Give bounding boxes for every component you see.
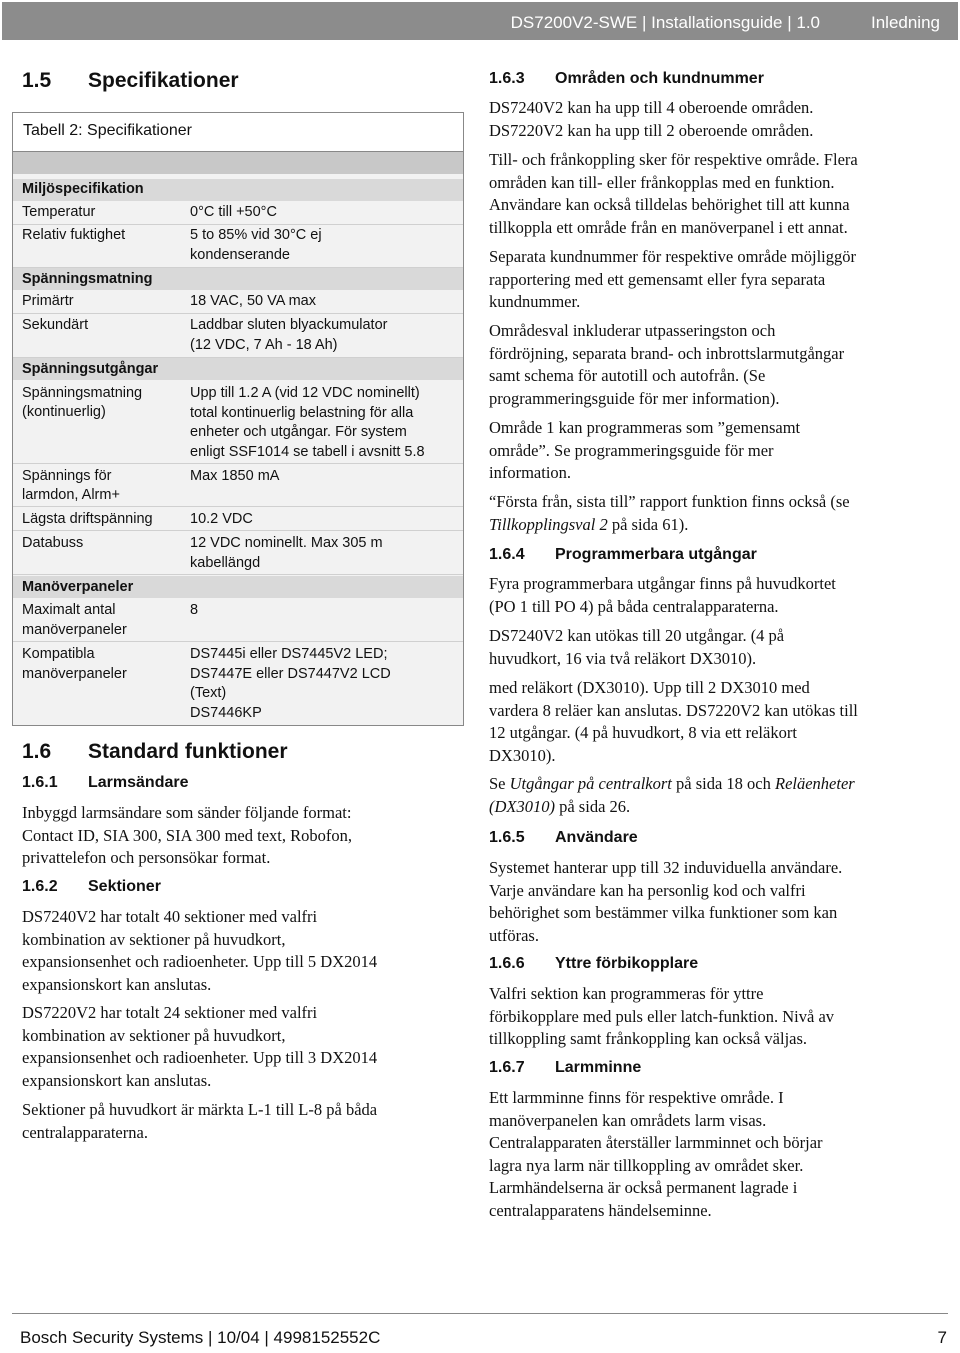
paragraph: Valfri sektion kan programmeras för yttre förbikopplare med puls eller latch-funktion. Nivå av tillkoppling samt frånkoppling kan också väljas. — [489, 984, 835, 1048]
footer-text: Bosch Security Systems | 10/04 | 4998152552C — [20, 1328, 381, 1347]
table-caption: Tabell 2: Specifikationer — [13, 113, 463, 152]
table-row: Sekundärt Laddbar sluten blyackumulator (12 VDC, 7 Ah - 18 Ah) — [13, 315, 463, 358]
subsection-heading-1-6-6: 1.6.6 Yttre förbikopplare — [489, 955, 699, 972]
header-document-title: DS7200V2-SWE | Installationsguide | 1.0 — [510, 13, 820, 32]
subsection-heading-1-6-2: 1.6.2 Sektioner — [22, 878, 161, 895]
table-row: Relativ fuktighet 5 to 85% vid 30°C ej kondenserande — [13, 225, 463, 268]
section-title: Specifikationer — [88, 69, 239, 92]
table-header-band — [13, 152, 463, 174]
paragraph: Systemet hanterar upp till 32 induviduella användare. Varje användare kan ha personlig kod och valfri behörighet som bestämmer vilka funktioner som kan utföras. — [489, 858, 843, 945]
table-group-power: Spänningsmatning — [13, 268, 463, 290]
paragraph: med reläkort (DX3010). Upp till 2 DX3010 med vardera 8 reläer kan anslutas. DS7220V2 kan utökas till 12 utgångar. (4 på huvudkort, 8 via ett reläkort DX3010). — [489, 678, 858, 765]
table-row: Spännings för larmdon, Alrm+ Max 1850 mA — [13, 464, 463, 507]
table-row: Kompatibla manöverpaneler DS7445i eller DS7445V2 LED; DS7447E eller DS7447V2 LCD (Text) DS7446KP — [22, 646, 391, 721]
section-number: 1.6 — [22, 740, 52, 763]
table-row: Primärtr 18 VAC, 50 VA max — [13, 291, 463, 314]
paragraph: Till- och frånkoppling sker för respektive område. Flera områden kan till- eller frånkopplas med en funktion. Användare kan också tilldelas behörighet till att kunna tillkoppla ett område från en manöverpanel i ett annat. — [489, 150, 858, 237]
subsection-heading-1-6-7: 1.6.7 Larmminne — [489, 1059, 642, 1076]
paragraph: Separata kundnummer för respektive område möjliggör rapportering med ett gemensamt eller fyra separata kundnummer. — [489, 247, 857, 311]
table-row: Maximalt antal manöverpaneler 8 — [13, 599, 463, 642]
footer-divider — [12, 1313, 948, 1314]
paragraph: “Första från, sista till” rapport funktion finns också (se Tillkopplingsval 2 på sida 61). — [489, 492, 850, 534]
subsection-heading-1-6-1: 1.6.1 Larmsändare — [22, 774, 189, 791]
section-heading-1-6 — [22, 740, 288, 764]
table-row: Lägsta driftspänning 10.2 VDC — [13, 508, 463, 531]
paragraph: Fyra programmerbara utgångar finns på huvudkortet (PO 1 till PO 4) på båda centralapparaterna. — [489, 574, 836, 616]
paragraph: DS7240V2 har totalt 40 sektioner med valfri kombination av sektioner på huvudkort, expansionsenhet och radioenheter. Upp till 5 DX2014 expansionskort kan anslutas. — [22, 907, 378, 994]
section-title: Standard funktioner — [88, 740, 288, 763]
paragraph: Sektioner på huvudkort är märkta L-1 till L-8 på båda centralapparaterna. — [22, 1100, 378, 1142]
paragraph: Områdesval inkluderar utpasseringston och fördröjning, separata brand- och inbrottslarmutgångar samt schema för autotill och autofrån. (Se programmeringsguide för mer information). — [489, 321, 845, 408]
paragraph: DS7240V2 kan utökas till 20 utgångar. (4 på huvudkort, 16 via två reläkort DX3010). — [489, 626, 785, 668]
subsection-heading-1-6-4: 1.6.4 Programmerbara utgångar — [489, 546, 757, 563]
table-group-outputs: Spänningsutgångar — [13, 358, 463, 380]
paragraph: DS7240V2 kan ha upp till 4 oberoende områden. DS7220V2 kan ha upp till 2 oberoende områden. — [489, 98, 814, 140]
header-section-name: Inledning — [870, 13, 940, 32]
table-group-keypads: Manöverpaneler — [13, 576, 463, 598]
subsection-heading-1-6-5: 1.6.5 Användare — [489, 829, 638, 846]
paragraph: Ett larmminne finns för respektive område. I manöverpanelen kan områdets larm visas. Centralapparaten återställer larmminnet och börjar lagra nya larm när tillkoppling av området sker. Larmhändelserna är också permanent lagrade i centralapparatens händelseminne. — [489, 1088, 823, 1220]
table-row: Temperatur 0°C till +50°C — [13, 202, 463, 225]
table-row: Spänningsmatning (kontinuerlig) Upp till 1.2 A (vid 12 VDC nominellt) total kontinuerlig belastning för alla enheter och utgångar. För system enligt SSF1014 se tabell i avsnitt 5.8 — [13, 381, 463, 464]
paragraph: Område 1 kan programmeras som ”gemensamt område”. Se programmeringsguide för mer information. — [489, 418, 801, 482]
page-number: 7 — [937, 1328, 947, 1347]
paragraph: Inbyggd larmsändare som sänder följande format: Contact ID, SIA 300, SIA 300 med text, Robofon, privattelefon och personsökar format. — [22, 803, 352, 867]
subsection-heading-1-6-3: 1.6.3 Områden och kundnummer — [489, 70, 764, 87]
spec-table — [12, 112, 464, 726]
paragraph: Se Utgångar på centralkort på sida 18 och Reläenheter (DX3010) på sida 26. — [489, 774, 855, 816]
paragraph: DS7220V2 har totalt 24 sektioner med valfri kombination av sektioner på huvudkort, expansionsenhet och radioenheter. Upp till 3 DX2014 expansionskort kan anslutas. — [22, 1003, 378, 1090]
table-group-environment: Miljöspecifikation — [13, 179, 463, 201]
table-row: Databuss 12 VDC nominellt. Max 305 m kabellängd — [13, 532, 463, 575]
section-heading-1-5 — [22, 69, 239, 93]
section-number: 1.5 — [22, 69, 52, 92]
page-header — [2, 2, 958, 40]
